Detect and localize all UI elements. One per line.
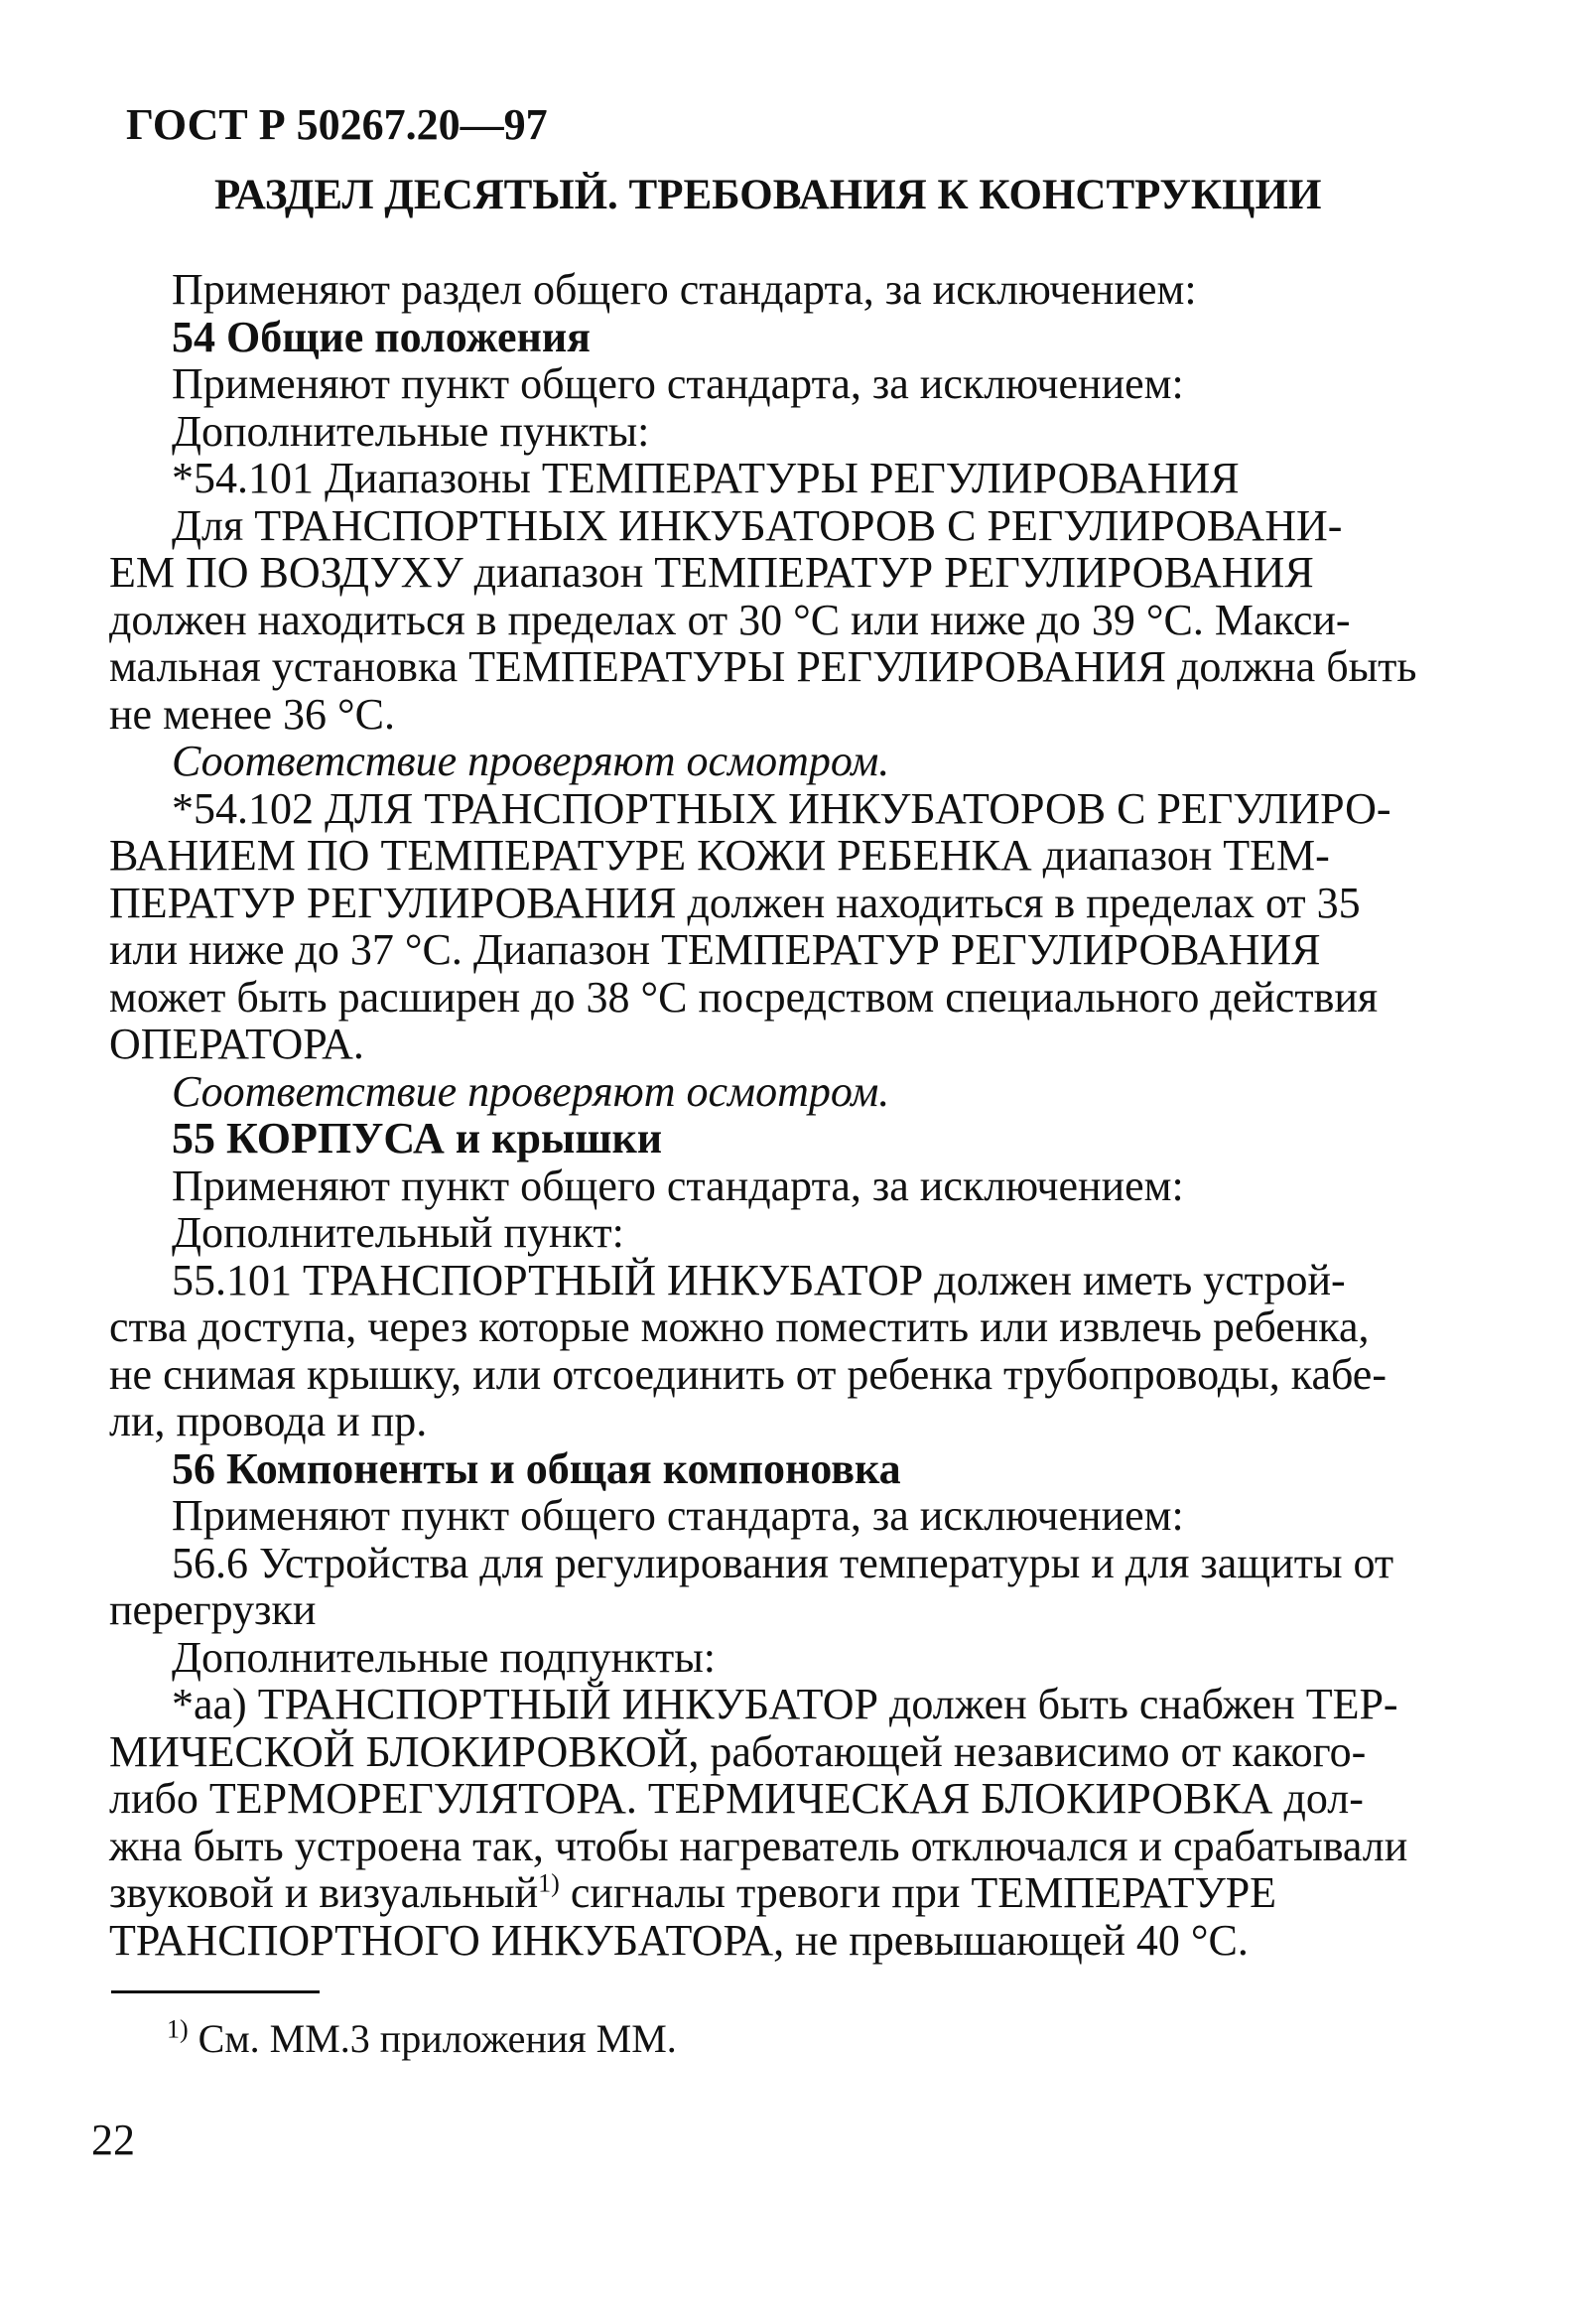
text-line: Применяют пункт общего стандарта, за исключением: bbox=[172, 1491, 1184, 1540]
text-line: ПЕРАТУР РЕГУЛИРОВАНИЯ должен находиться в пределах от 35 bbox=[109, 878, 1361, 927]
footnote-text: См. ММ.3 приложения ММ. bbox=[198, 2016, 677, 2061]
text-line: не менее 36 °С. bbox=[109, 689, 395, 739]
text-line: Применяют пункт общего стандарта, за исключением: bbox=[172, 1161, 1184, 1210]
text-line: МИЧЕСКОЙ БЛОКИРОВКОЙ, работающей независимо от какого- bbox=[109, 1726, 1367, 1776]
compliance-note: Соответствие проверяют осмотром. bbox=[172, 737, 890, 785]
text-line: ЕМ ПО ВОЗДУХУ диапазон ТЕМПЕРАТУР РЕГУЛИРОВАНИЯ bbox=[109, 548, 1314, 597]
text-line: ВАНИЕМ ПО ТЕМПЕРАТУРЕ КОЖИ РЕБЕНКА диапазон ТЕМ- bbox=[109, 831, 1330, 880]
document-body bbox=[109, 266, 1491, 1964]
text-line: перегрузки bbox=[109, 1585, 317, 1634]
text-line: ства доступа, через которые можно поместить или извлечь ребенка, bbox=[109, 1302, 1370, 1351]
text-line: ли, провода и пр. bbox=[109, 1397, 428, 1445]
text-fragment: звуковой и визуальный bbox=[109, 1868, 539, 1917]
text-line: Применяют раздел общего стандарта, за исключением: bbox=[172, 265, 1197, 314]
text-line: может быть расширен до 38 °С посредством специального действия bbox=[109, 972, 1379, 1022]
text-line: ОПЕРАТОРА. bbox=[109, 1020, 364, 1068]
text-line: мальная установка ТЕМПЕРАТУРЫ РЕГУЛИРОВАНИЯ должна быть bbox=[109, 642, 1417, 691]
text-line: либо ТЕРМОРЕГУЛЯТОРА. ТЕРМИЧЕСКАЯ БЛОКИРОВКА дол- bbox=[109, 1774, 1364, 1823]
clause-55-101-text: 55.101 ТРАНСПОРТНЫЙ ИНКУБАТОР должен иметь устрой- bbox=[172, 1255, 1346, 1304]
compliance-note: Соответствие проверяют осмотром. bbox=[172, 1066, 890, 1116]
subclause-aa-text: *aa) ТРАНСПОРТНЫЙ ИНКУБАТОР должен быть снабжен ТЕР- bbox=[172, 1680, 1398, 1728]
clause-heading-55: 55 КОРПУСА и крышки bbox=[172, 1114, 663, 1162]
text-line: не снимая крышку, или отсоединить от ребенка трубопроводы, кабе- bbox=[109, 1349, 1387, 1399]
text-line: Применяют пункт общего стандарта, за исключением: bbox=[172, 359, 1184, 408]
text-line: Дополнительные подпункты: bbox=[172, 1632, 717, 1682]
text-line-with-footnote bbox=[109, 1869, 1491, 1917]
text-line: ТРАНСПОРТНОГО ИНКУБАТОРА, не превышающей 40 °С. bbox=[109, 1915, 1249, 1965]
clause-heading-56: 56 Компоненты и общая компоновка bbox=[172, 1443, 901, 1493]
section-title: РАЗДЕЛ ДЕСЯТЫЙ. ТРЕБОВАНИЯ К КОНСТРУКЦИИ bbox=[214, 172, 1322, 218]
footnote-marker: 1) bbox=[167, 2014, 189, 2044]
footnote-divider bbox=[111, 1990, 320, 1993]
text-line: Для ТРАНСПОРТНЫХ ИНКУБАТОРОВ С РЕГУЛИРОВАНИ- bbox=[172, 500, 1343, 550]
standard-header: ГОСТ Р 50267.20—97 bbox=[126, 100, 548, 149]
clause-56-6-text: 56.6 Устройства для регулирования температуры и для защиты от bbox=[172, 1538, 1394, 1587]
clause-heading-54: 54 Общие положения bbox=[172, 312, 591, 361]
text-line: должен находиться в пределах от 30 °С или ниже до 39 °С. Макси- bbox=[109, 595, 1351, 644]
clause-54-102-text: *54.102 ДЛЯ ТРАНСПОРТНЫХ ИНКУБАТОРОВ С РЕГУЛИРО- bbox=[172, 783, 1391, 833]
text-line: жна быть устроена так, чтобы нагреватель отключался и срабатывали bbox=[109, 1821, 1408, 1870]
text-line: или ниже до 37 °С. Диапазон ТЕМПЕРАТУР РЕГУЛИРОВАНИЯ bbox=[109, 925, 1321, 974]
text-fragment: сигналы тревоги при ТЕМПЕРАТУРЕ bbox=[570, 1868, 1277, 1917]
page-number: 22 bbox=[91, 2116, 135, 2164]
footnote-reference[interactable]: 1) bbox=[538, 1868, 560, 1898]
text-line: Дополнительный пункт: bbox=[172, 1208, 624, 1257]
footnote bbox=[167, 2015, 677, 2062]
clause-54-101-title: *54.101 Диапазоны ТЕМПЕРАТУРЫ РЕГУЛИРОВАНИЯ bbox=[172, 454, 1240, 502]
text-line: Дополнительные пункты: bbox=[172, 406, 650, 456]
